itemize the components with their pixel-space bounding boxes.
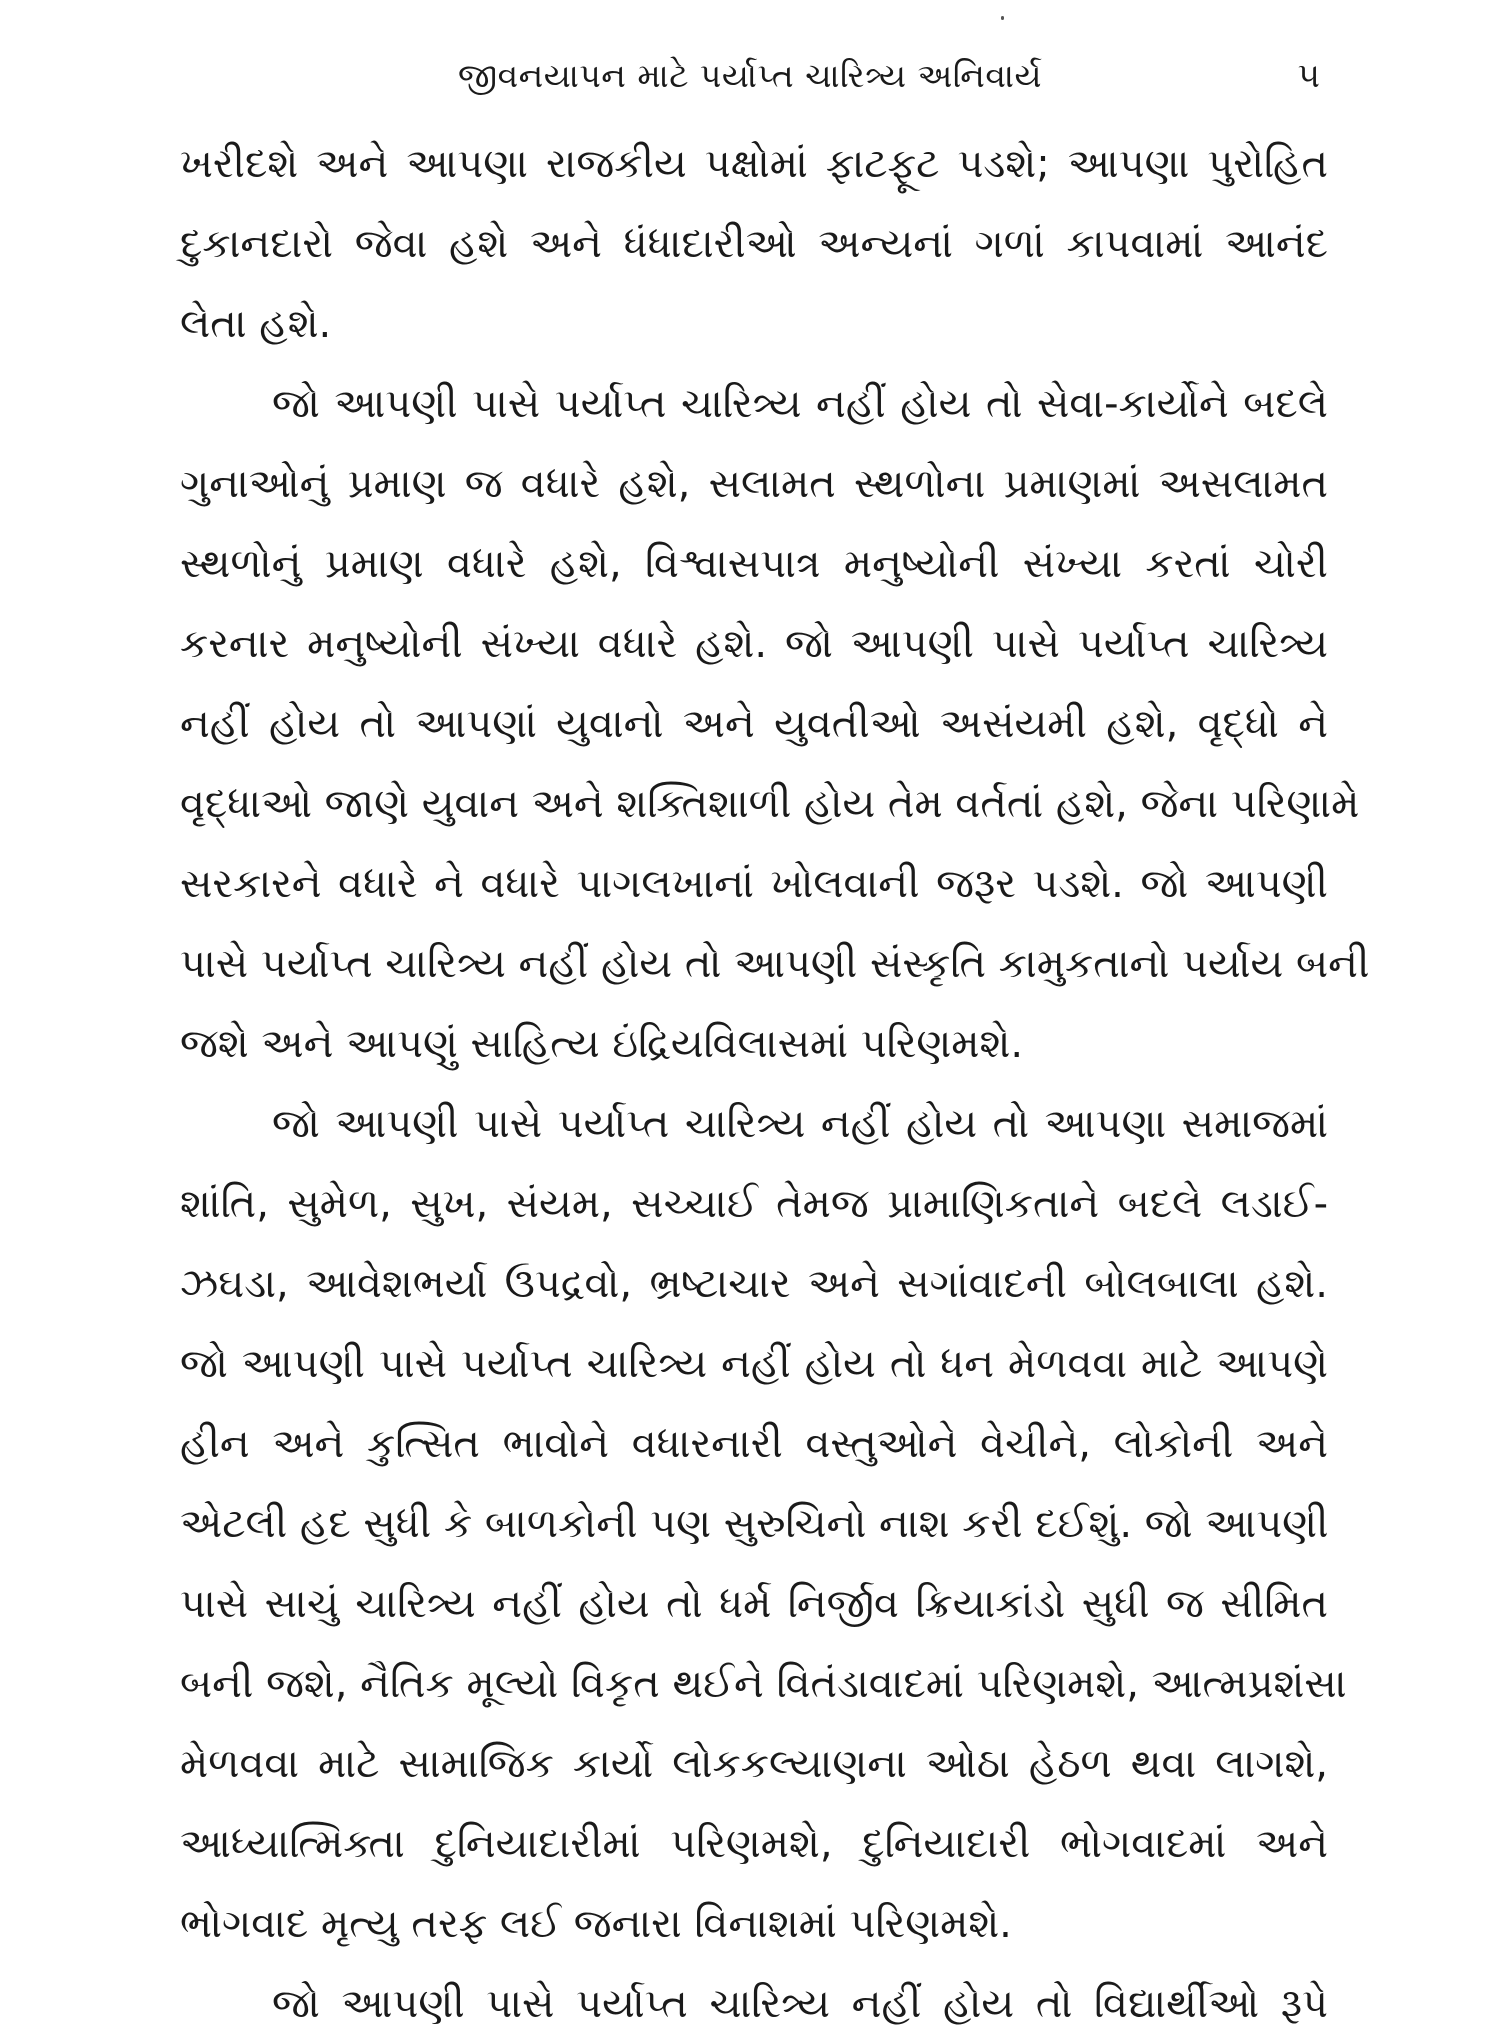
text-line: લેતા હશે. (180, 301, 332, 347)
text-line: ભોગવાદ મૃત્યુ તરફ લઈ જનારા વિનાશમાં પરિણમશે. (180, 1901, 1012, 1947)
text-line: આધ્યાત્મિક્તા દુનિયાદારીમાં પરિણમશે, દુનિયાદારી ભોગવાદમાં અને (180, 1821, 1328, 1867)
running-header (180, 48, 1320, 104)
scan-speck (1001, 16, 1004, 20)
text-line: પાસે સાચું ચારિત્ર્ય નહીં હોય તો ધર્મ નિર્જીવ ક્રિયાકાંડો સુધી જ સીમિત (180, 1581, 1328, 1627)
text-line: ઝઘડા, આવેશભર્યા ઉપદ્રવો, ભ્રષ્ટાચાર અને સગાંવાદની બોલબાલા હશે. (180, 1261, 1328, 1307)
paragraph-first-line: જો આપણી પાસે પર્યાપ્ત ચારિત્ર્ય નહીં હોય તો સેવા-કાર્યોને બદલે (272, 381, 1328, 427)
text-line: સરકારને વધારે ને વધારે પાગલખાનાં ખોલવાની જરૂર પડશે. જો આપણી (180, 861, 1328, 907)
running-title: જીવનયાપન માટે પર્યાપ્ત ચારિત્ર્ય અનિવાર્ય (457, 56, 1043, 95)
text-line: ખરીદશે અને આપણા રાજકીય પક્ષોમાં ફાટફૂટ પડશે; આપણા પુરોહિત (180, 141, 1328, 187)
page-number: ૫ (1297, 56, 1320, 96)
body-text (180, 124, 1370, 2044)
text-line: સ્થળોનું પ્રમાણ વધારે હશે, વિશ્વાસપાત્ર મનુષ્યોની સંખ્યા કરતાં ચોરી (180, 541, 1328, 587)
text-line: મેળવવા માટે સામાજિક કાર્યો લોકકલ્યાણના ઓઠા હેઠળ થવા લાગશે, (180, 1741, 1328, 1787)
paragraph-first-line: જો આપણી પાસે પર્યાપ્ત ચારિત્ર્ય નહીં હોય તો વિદ્યાર્થીઓ રૂપે (272, 1981, 1328, 2027)
text-line: બની જશે, નૈતિક મૂલ્યો વિકૃત થઈને વિતંડાવાદમાં પરિણમશે, આત્મપ્રશંસા (180, 1661, 1347, 1707)
text-line: નહીં હોય તો આપણાં યુવાનો અને યુવતીઓ અસંયમી હશે, વૃદ્ધો ને (180, 701, 1328, 747)
text-line: જો આપણી પાસે પર્યાપ્ત ચારિત્ર્ય નહીં હોય તો ધન મેળવવા માટે આપણે (180, 1341, 1328, 1387)
paragraph-first-line: જો આપણી પાસે પર્યાપ્ત ચારિત્ર્ય નહીં હોય તો આપણા સમાજમાં (272, 1101, 1328, 1147)
text-line: વૃદ્ધાઓ જાણે યુવાન અને શક્તિશાળી હોય તેમ વર્તતાં હશે, જેના પરિણામે (180, 781, 1360, 827)
text-line: પાસે પર્યાપ્ત ચારિત્ર્ય નહીં હોય તો આપણી સંસ્કૃતિ કામુકતાનો પર્યાય બની (180, 941, 1370, 987)
text-line: શાંતિ, સુમેળ, સુખ, સંયમ, સચ્ચાઈ તેમજ પ્રામાણિકતાને બદલે લડાઈ- (180, 1181, 1328, 1227)
text-line: હીન અને કુત્સિત ભાવોને વધારનારી વસ્તુઓને વેચીને, લોકોની અને (180, 1421, 1328, 1467)
text-line: ગુનાઓનું પ્રમાણ જ વધારે હશે, સલામત સ્થળોના પ્રમાણમાં અસલામત (180, 461, 1328, 507)
text-line: કરનાર મનુષ્યોની સંખ્યા વધારે હશે. જો આપણી પાસે પર્યાપ્ત ચારિત્ર્ય (180, 621, 1328, 667)
text-line: દુકાનદારો જેવા હશે અને ધંધાદારીઓ અન્યનાં ગળાં કાપવામાં આનંદ (180, 221, 1328, 267)
text-line: જશે અને આપણું સાહિત્ય ઇંદ્રિયવિલાસમાં પરિણમશે. (180, 1021, 1024, 1067)
text-line: એટલી હદ સુધી કે બાળકોની પણ સુરુચિનો નાશ કરી દઈશું. જો આપણી (180, 1501, 1329, 1547)
